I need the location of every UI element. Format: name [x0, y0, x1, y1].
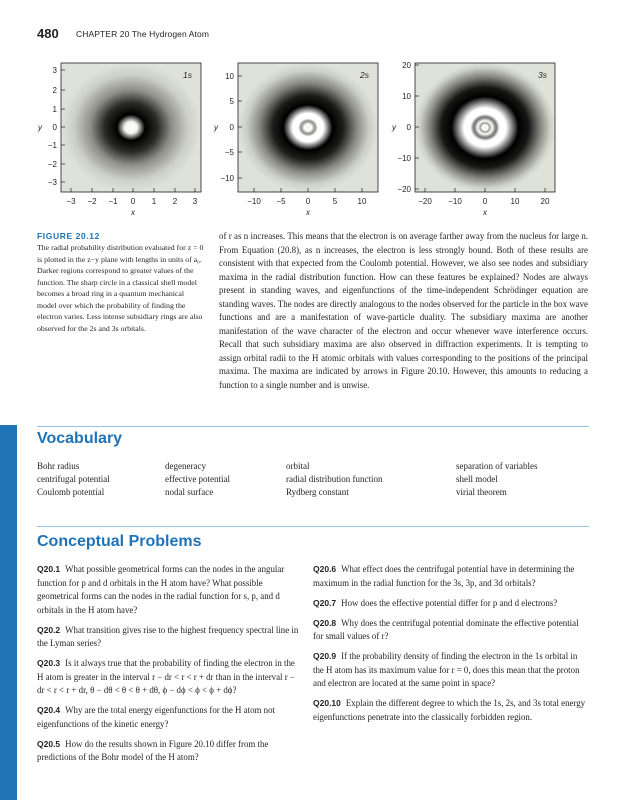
problem-item: [313, 563, 589, 590]
problems-column-right: [313, 563, 589, 731]
problem-text: Is it always true that the probability of finding the electron in the H atom is greater in the interval r − dr < r < r + dr than in the interval r − dr < r < r + dr, θ − dθ < θ < θ + dθ, ϕ − dϕ < ϕ < ϕ + dϕ?: [37, 658, 295, 695]
x-tick-label: −5: [276, 197, 286, 206]
problem-item: [37, 738, 303, 765]
orbital-label: 1s: [183, 70, 192, 80]
x-tick-label: 1: [151, 197, 157, 206]
problem-text: Why does the centrifugal potential dominate the effective potential for small values of r?: [313, 617, 579, 641]
problem-text: If the probability density of finding the electron in the 1s orbital in the H atom has its maximum value for r = 0, does this mean that the proton and electron are located at the same point in space?: [313, 651, 580, 688]
problem-item: [37, 624, 303, 651]
problem-number: Q20.1: [37, 564, 61, 574]
problem-number: Q20.2: [37, 624, 61, 635]
vocabulary-term: orbital: [286, 461, 310, 471]
problem-item: [37, 657, 303, 698]
orbital-label: 3s: [538, 70, 547, 80]
x-axis-label: x: [483, 208, 487, 217]
vocabulary-column: [37, 460, 167, 499]
problem-number: Q20.10: [313, 698, 341, 708]
problem-number: Q20.8: [313, 617, 337, 628]
problem-number: Q20.6: [313, 564, 337, 574]
problem-text: What transition gives rise to the highest frequency spectral line in the Lyman series?: [37, 624, 299, 648]
y-axis-label: y: [214, 123, 218, 132]
y-tick-label: 0: [406, 123, 411, 132]
orbital-density-image: [61, 63, 201, 192]
x-tick-label: 10: [510, 197, 520, 206]
y-tick-label: −10: [397, 154, 411, 163]
y-tick-label: −5: [224, 148, 234, 157]
figure-panel-2s: [210, 60, 380, 220]
orbital-density-image: [415, 63, 555, 192]
body-paragraph: of r as n increases. This means that the electron is on average farther away from the nucleus for large n. From Equation (20.8), as n increases, the electron is less strongly bound. Both of these results are consistent with that expected from the Coulomb potential. However, we also see nodes and subsidiary maxima in the radial distribution function. How can these features be explained? Nodes are always present in standing waves, and eigenfunctions of the time-independent Schrödinger equation are standing waves. The nodes are directly analogous to the nodes observed for the particle in the box wave functions and are a manifestation of wave-particle duality. The subsidiary maxima are another manifestation of the wave character of the electron and occur whenever wave interference occurs. Recall that such subsidiary maxima are also observed in diffraction experiments. It is tempting to assign orbital radii to the H atomic orbitals with values corresponding to the positions of the principal maxima. The maxima are indicated by arrows in Figure 20.10. However, this amounts to reducing a function to a single number and is unwise.: [219, 231, 588, 390]
chapter-color-bar: [0, 425, 17, 800]
figure-panel-3s: [387, 60, 567, 220]
problem-text: What possible geometrical forms can the nodes in the angular function for p and d orbitals in the H atom have? What possible geometrical forms can the nodes in the radial function for s, p, and d orbitals in the H atom have?: [37, 564, 285, 615]
x-tick-label: 0: [482, 197, 488, 206]
y-tick-label: −10: [220, 174, 234, 183]
vocabulary-term: nodal surface: [165, 487, 214, 497]
page-number: 480: [37, 26, 59, 41]
x-tick-label: 20: [540, 197, 550, 206]
problem-text: How do the results shown in Figure 20.10 differ from the predictions of the Bohr model of the H atom?: [37, 738, 269, 762]
figure-panel-1s: [37, 60, 207, 220]
vocabulary-column: [165, 460, 285, 499]
vocabulary-term: degeneracy: [165, 461, 206, 471]
problem-item: [313, 650, 589, 691]
problem-item: [37, 704, 303, 731]
y-tick-label: 1: [52, 105, 57, 114]
y-tick-label: 10: [225, 72, 234, 81]
x-tick-label: −20: [418, 197, 432, 206]
y-tick-label: 2: [52, 86, 57, 95]
x-tick-label: −10: [448, 197, 462, 206]
x-tick-label: 5: [332, 197, 338, 206]
y-tick-label: −1: [47, 141, 57, 150]
y-tick-label: 0: [52, 123, 57, 132]
problem-text: How does the effective potential differ for p and d electrons?: [341, 597, 558, 608]
figure-caption: The radial probability distribution evaluated for z = 0 is plotted in the z−y plane with lengths in units of a₀. Darker regions correspond to greater values of the function. The sharp circle in a classical shell model becomes a broad ring in a quantum mechanical model over which the probability of finding the electron varies. Less intense subsidiary rings are also observed for the 2s and 3s orbitals.: [37, 243, 204, 333]
vocabulary-term: effective potential: [165, 474, 231, 484]
y-tick-label: −3: [47, 178, 57, 187]
problem-item: [313, 617, 589, 644]
problem-number: Q20.9: [313, 651, 337, 661]
orbital-density-image: [238, 63, 378, 192]
conceptual-problems-heading: Conceptual Problems: [37, 533, 202, 550]
running-header: CHAPTER 20 The Hydrogen Atom: [76, 29, 210, 39]
x-axis-label: x: [131, 208, 135, 217]
problem-text: What effect does the centrifugal potential have in determining the maximum in the radial function for the 3s, 3p, and 3d orbitals?: [313, 564, 575, 588]
section-divider: [37, 526, 589, 527]
x-tick-label: −10: [247, 197, 261, 206]
y-tick-label: 5: [229, 97, 234, 106]
x-tick-label: 0: [130, 197, 136, 206]
problem-number: Q20.3: [37, 658, 61, 668]
x-tick-label: 0: [305, 197, 311, 206]
vocabulary-term: radial distribution function: [286, 474, 383, 484]
problem-item: [313, 597, 589, 611]
problem-item: [37, 563, 303, 617]
vocabulary-term: separation of variables: [456, 461, 538, 471]
vocabulary-term: virial theorem: [456, 487, 507, 497]
y-axis-label: y: [392, 123, 396, 132]
x-tick-label: 10: [357, 197, 367, 206]
problem-item: [313, 697, 589, 724]
y-tick-label: 20: [402, 61, 411, 70]
section-divider: [37, 426, 589, 427]
problem-text: Explain the different degree to which the 1s, 2s, and 3s total energy eigenfunctions penetrate into the classically forbidden region.: [313, 698, 586, 722]
y-tick-label: −20: [397, 185, 411, 194]
problem-number: Q20.5: [37, 738, 61, 749]
problem-text: Why are the total energy eigenfunctions for the H atom not eigenfunctions of the kinetic energy?: [37, 705, 275, 729]
x-tick-label: 3: [192, 197, 198, 206]
vocabulary-heading: Vocabulary: [37, 430, 123, 447]
x-axis-label: x: [306, 208, 310, 217]
vocabulary-column: [286, 460, 426, 499]
problems-column-left: [37, 563, 303, 771]
vocabulary-term: Bohr radius: [37, 461, 80, 471]
x-tick-label: −3: [66, 197, 76, 206]
y-tick-label: 10: [402, 92, 411, 101]
figure-label: FIGURE 20.12: [37, 231, 100, 241]
x-tick-label: 2: [172, 197, 178, 206]
y-tick-label: 0: [229, 123, 234, 132]
problem-number: Q20.4: [37, 705, 61, 715]
x-tick-label: −2: [87, 197, 97, 206]
y-tick-label: −2: [47, 160, 57, 169]
vocabulary-term: centrifugal potential: [37, 474, 110, 484]
vocabulary-term: shell model: [456, 474, 498, 484]
vocabulary-column: [456, 460, 586, 499]
y-axis-label: y: [38, 123, 42, 132]
vocabulary-term: Coulomb potential: [37, 487, 105, 497]
vocabulary-term: Rydberg constant: [286, 487, 349, 497]
problem-number: Q20.7: [313, 597, 337, 608]
y-tick-label: 3: [52, 66, 57, 75]
x-tick-label: −1: [108, 197, 118, 206]
orbital-label: 2s: [360, 70, 369, 80]
